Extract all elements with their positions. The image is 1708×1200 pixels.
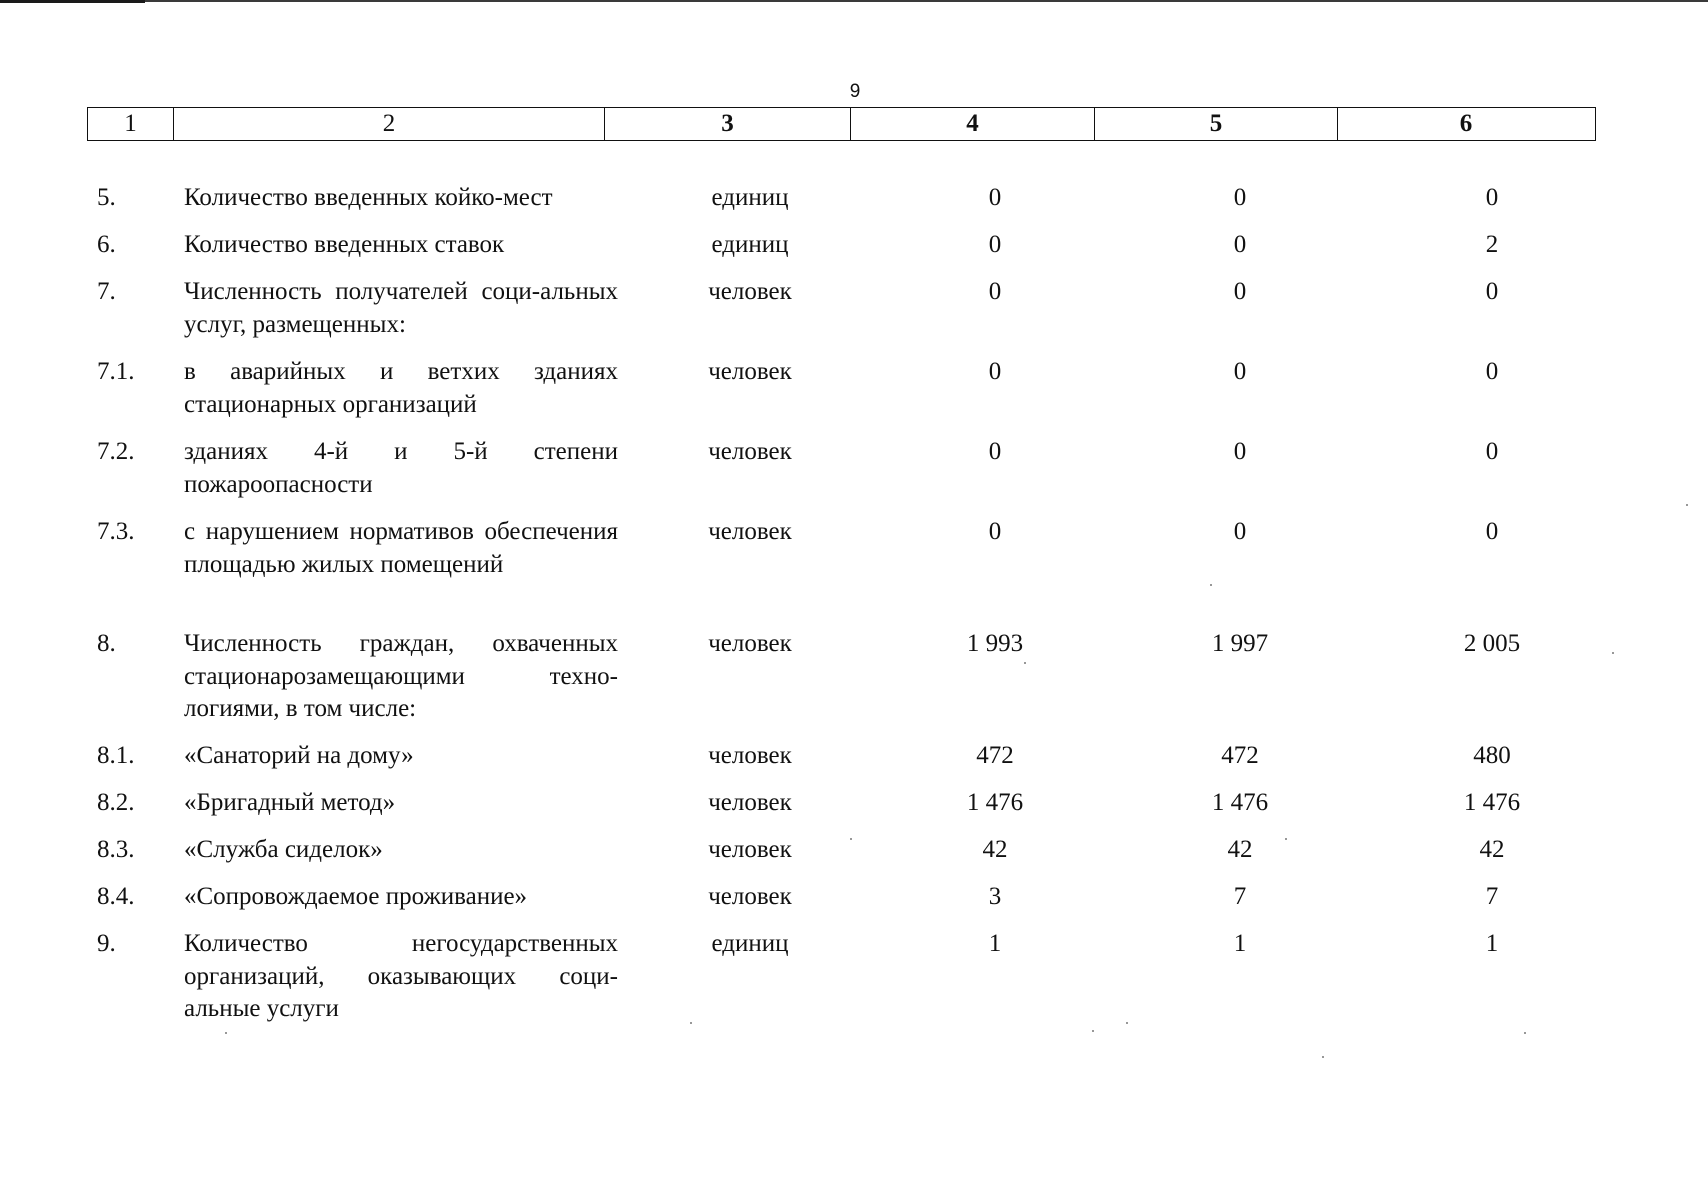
- row-value-col6: 0: [1485, 358, 1499, 385]
- row-value-col6: 42: [1479, 836, 1505, 863]
- row-number: 7.2.: [97, 438, 135, 465]
- row-unit: человек: [708, 742, 792, 769]
- row-number: 8.2.: [97, 789, 135, 816]
- row-value-col6: 1: [1485, 930, 1499, 957]
- scan-speck: [225, 1032, 227, 1034]
- row-indicator-name: Численность граждан, охваченных стационарозамещающими техно-логиями, в том числе:: [184, 630, 618, 722]
- row-value-col6: 1 476: [1463, 789, 1521, 816]
- scan-speck: [1686, 504, 1688, 506]
- row-value-col6: 480: [1473, 742, 1511, 769]
- row-number: 8.4.: [97, 883, 135, 910]
- row-value-col5: 0: [1233, 438, 1247, 465]
- row-value-col6: 2 005: [1463, 630, 1521, 657]
- row-value-col4: 42: [982, 836, 1008, 863]
- row-value-col6: 0: [1485, 438, 1499, 465]
- row-value-col4: 0: [988, 278, 1002, 305]
- scan-speck: [690, 1022, 692, 1024]
- row-unit: человек: [708, 278, 792, 305]
- row-indicator-name: Количество введенных ставок: [184, 231, 505, 258]
- row-number: 7.1.: [97, 358, 135, 385]
- column-number-2: 2: [174, 108, 605, 140]
- row-number: 5.: [97, 184, 116, 211]
- row-unit: человек: [708, 518, 792, 545]
- page-number: 9: [849, 81, 861, 102]
- row-value-col4: 1: [988, 930, 1002, 957]
- row-value-col6: 7: [1485, 883, 1499, 910]
- row-number: 7.: [97, 278, 116, 305]
- scan-speck: [1612, 652, 1614, 654]
- scan-speck: [1210, 584, 1212, 586]
- row-indicator-name: в аварийных и ветхих зданиях стационарных организаций: [184, 358, 618, 418]
- row-unit: человек: [708, 836, 792, 863]
- row-indicator-name: с нарушением нормативов обеспечения площадью жилых помещений: [184, 518, 618, 578]
- row-value-col5: 0: [1233, 358, 1247, 385]
- column-number-3: 3: [605, 108, 851, 140]
- row-value-col5: 1 476: [1211, 789, 1269, 816]
- scan-speck: [850, 838, 852, 840]
- row-value-col4: 3: [988, 883, 1002, 910]
- row-value-col5: 0: [1233, 278, 1247, 305]
- row-value-col5: 1 997: [1211, 630, 1269, 657]
- row-indicator-name: «Служба сиделок»: [184, 836, 383, 863]
- row-value-col4: 0: [988, 231, 1002, 258]
- row-value-col4: 1 993: [966, 630, 1024, 657]
- row-value-col4: 0: [988, 518, 1002, 545]
- row-number: 8.3.: [97, 836, 135, 863]
- row-number: 9.: [97, 930, 116, 957]
- row-number: 7.3.: [97, 518, 135, 545]
- row-indicator-name: Количество негосударственных организаций, оказывающих соци-альные услуги: [184, 930, 618, 1022]
- scan-speck: [1524, 1032, 1526, 1034]
- row-value-col4: 1 476: [966, 789, 1024, 816]
- scan-speck: [1092, 1030, 1094, 1032]
- column-number-6: 6: [1459, 110, 1473, 137]
- column-number-5: 5: [1095, 108, 1338, 140]
- row-value-col5: 472: [1221, 742, 1259, 769]
- row-unit: единиц: [711, 930, 789, 957]
- row-indicator-name: «Сопровождаемое проживание»: [184, 883, 528, 910]
- row-unit: человек: [708, 630, 792, 657]
- row-number: 8.1.: [97, 742, 135, 769]
- row-value-col4: 0: [988, 438, 1002, 465]
- row-unit: единиц: [711, 231, 789, 258]
- scan-speck: [1285, 838, 1287, 840]
- row-indicator-name: «Санаторий на дому»: [184, 742, 414, 769]
- row-value-col5: 42: [1227, 836, 1253, 863]
- row-value-col4: 0: [988, 184, 1002, 211]
- row-number: 6.: [97, 231, 116, 258]
- row-value-col6: 2: [1485, 231, 1499, 258]
- column-number-1: 1: [88, 108, 174, 140]
- row-value-col6: 0: [1485, 184, 1499, 211]
- row-value-col6: 0: [1485, 518, 1499, 545]
- row-indicator-name: Количество введенных койко-мест: [184, 184, 553, 211]
- row-value-col5: 7: [1233, 883, 1247, 910]
- row-value-col6: 0: [1485, 278, 1499, 305]
- row-unit: человек: [708, 789, 792, 816]
- scan-speck: [1322, 1056, 1324, 1058]
- row-number: 8.: [97, 630, 116, 657]
- row-unit: человек: [708, 883, 792, 910]
- scan-speck: [1024, 662, 1026, 664]
- row-unit: человек: [708, 358, 792, 385]
- row-indicator-name: Численность получателей соци-альных услуг, размещенных:: [184, 278, 618, 338]
- row-value-col5: 0: [1233, 184, 1247, 211]
- scan-speck: [1126, 1022, 1128, 1024]
- row-indicator-name: «Бригадный метод»: [184, 789, 396, 816]
- row-indicator-name: зданиях 4-й и 5-й степени пожароопасности: [184, 438, 618, 498]
- row-value-col4: 0: [988, 358, 1002, 385]
- row-value-col5: 1: [1233, 930, 1247, 957]
- row-unit: единиц: [711, 184, 789, 211]
- row-unit: человек: [708, 438, 792, 465]
- column-number-4: 4: [851, 108, 1095, 140]
- row-value-col4: 472: [976, 742, 1014, 769]
- row-value-col5: 0: [1233, 231, 1247, 258]
- row-value-col5: 0: [1233, 518, 1247, 545]
